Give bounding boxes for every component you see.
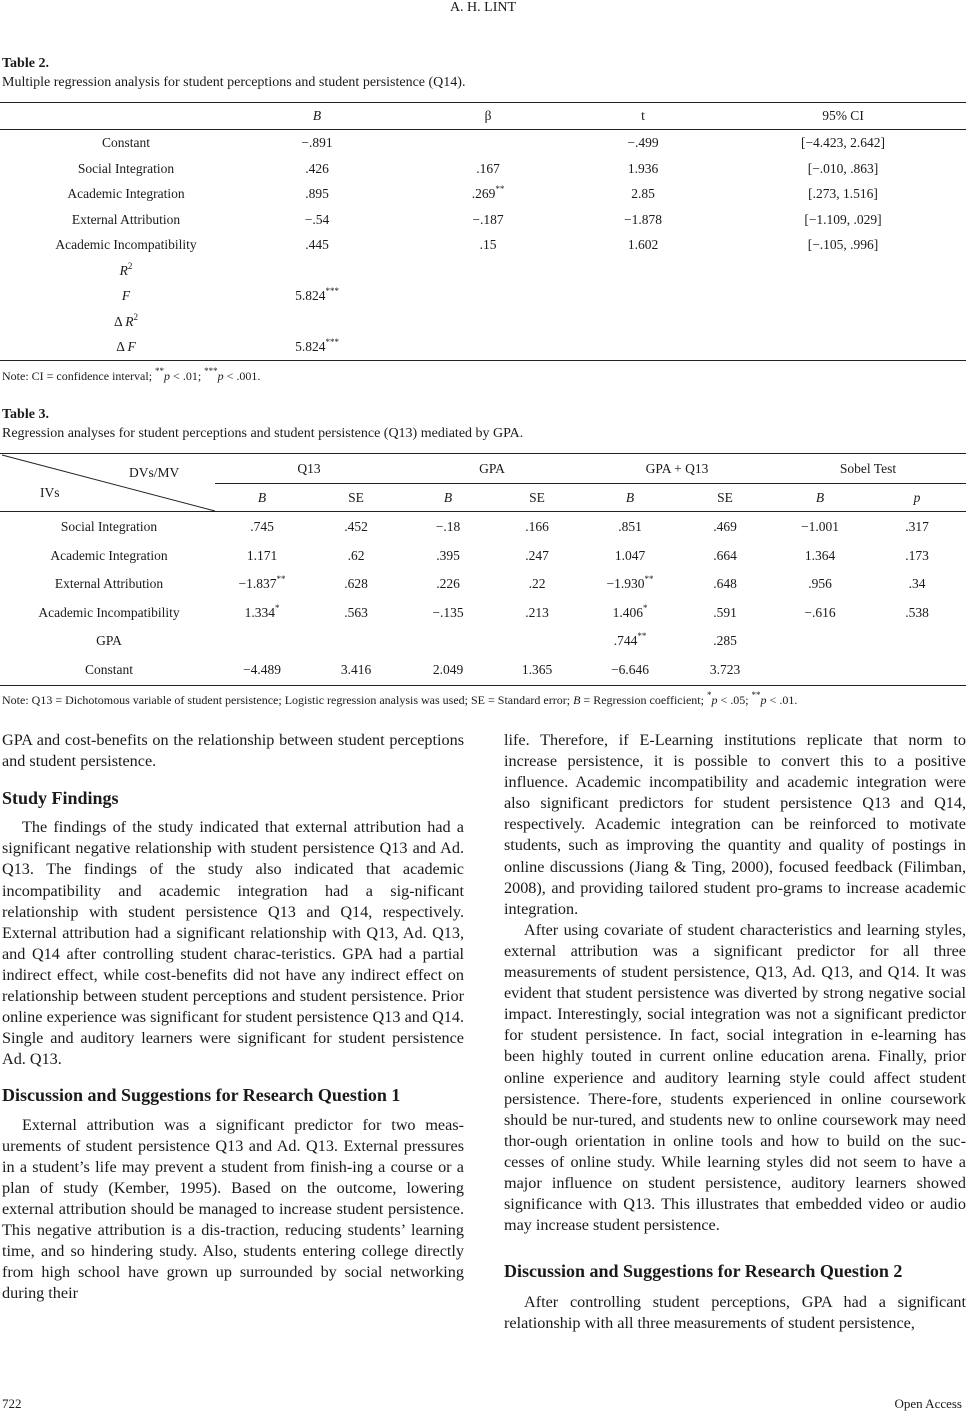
table3-cell: −1.837** [238,574,286,591]
table2-stat-label: F [121,288,131,303]
table2-col-ci: 95% CI [822,108,864,123]
table2-stat-value: 5.824*** [295,286,339,303]
para-covariate: After using covariate of student characteristics and learning styles, external attribution was a significant predictor for all three measurements of student persistence, Q13, Ad. Q13, and Q14. It was evident that student persistence was diverted by strong negative social impact. Interestingly, social integration was not a significant predictor for student persistence. In fact, social integration in e-learning has been highly touted in current online education arena. Finally, prior online experience and auditory learning style could affect student persistence. There-fore, students experienced in online coursework should be nur-tured, and students new to online coursework may need thor-ough orientation in online tools and how to build on the suc-cesses of online study. While learning styles did not seem to have a major influence on student persistence, auditory learners showed significance with Q13. This illustrates that embedded video or audio may increase student persistence. [504,920,966,1235]
table2-row-label: Academic Integration [67,186,185,201]
table2-cell-t: 1.602 [627,237,659,252]
para-rq2: After controlling student perceptions, GPA had a significant relationship with all three measurements of student persistence, [504,1293,966,1333]
table3-cell: .62 [347,547,365,563]
table3-note: Note: Q13 = Dichotomous variable of student persistence; Logistic regression analysis was used; SE = Standard error; B = Regression coefficient; *p < .05; **p < .01. [2,690,798,707]
table3-bottom-rule [0,685,966,686]
table3-cell: .317 [905,519,929,534]
table3-cell: 3.416 [340,661,372,677]
table3-cell: .173 [905,547,929,563]
table2-cell-ci: [−.105, .996] [807,237,879,252]
table3-cell: .469 [713,519,737,534]
heading-rq2: Discussion and Suggestions for Research Question 2 [504,1261,903,1282]
table3-group-header: GPA [479,461,505,476]
table3-cell: .648 [713,576,737,591]
para-study-findings: The findings of the study indicated that external attribution had a significant negative relationship with student persistence Q13 and Ad. Q13. The findings of the study also indicated that academic incompatibility and academic integration had a sig-nificant relationship with student persistence Q13 and Q14, respectively. External attribution had a significant relationship with Q13, Ad. Q13, and Q14 after controlling student charac-teristics. GPA had a partial indirect effect, while cost-benefits did not have any indirect effect on relationship between student perceptions and student persistence. Prior online experience was significant for student persistence Q13 and Q14. Single and auditory learners were significant for student persistence Ad. Q13. [2,818,464,1069]
table3-cell: 1.334* [244,602,280,620]
table2-cell-beta: .15 [479,237,497,252]
table3-cell: .538 [905,604,929,620]
table3-caption: Regression analyses for student perceptions and student persistence (Q13) mediated by GPA. [2,426,524,441]
para-intro: GPA and cost-benefits on the relationship between student perceptions and student persistence. [2,731,464,771]
table2-cell-ci: [−4.423, 2.642] [800,135,886,150]
table2-cell-ci: [−.010, .863] [807,160,879,176]
table3-subheader: p [913,490,921,505]
table3-subheader: B [257,490,267,505]
table2-cell-ci: [−1.109, .029] [804,211,882,227]
table3-cell: 1.365 [521,661,553,677]
table3-cell: 3.723 [709,661,741,677]
table3-cell: −1.001 [801,519,839,534]
table2-cell-t: −.499 [627,135,659,150]
table2-cell-t: −1.878 [624,211,662,227]
table3-group-header: Q13 [297,461,321,476]
para-rq1: External attribution was a significant predictor for two meas-urements of student persistence Q13 and Ad. Q13. External pressures in a student’s life may prevent a student from finish-ing a course or a plan of study (Kember, 1995). Based on the outcome, lowering external attribution should be managed to increase student persistence. This negative attribution is a dis-traction, reducing students’ learning time, and so hindering study. Also, students entering college directly from high school have grown up surrounded by social networking during their [2,1115,464,1303]
table3-subheader: SE [348,490,364,505]
table2-col-t: t [641,108,645,123]
table3-cell: .563 [344,604,368,620]
table2-header-rule [0,129,966,130]
table3-cell: .591 [713,604,737,620]
table2-caption: Multiple regression analysis for student perceptions and student persistence (Q14). [2,75,466,90]
table3-corner-diagonal [0,453,220,513]
table3-cell: .664 [713,547,737,563]
table2-row-label: Social Integration [77,160,175,176]
table2-stat-label: $R^2$ [119,260,133,278]
table3-subheader: SE [529,490,545,505]
table2-cell-beta: −.187 [472,211,504,227]
table2-note: Note: CI = confidence interval; **p < .01; ***p < .001. [2,366,261,383]
table2-stat-label: Δ F [116,339,136,354]
table3-cell: .226 [436,576,460,591]
table3-cell: −.616 [804,604,836,620]
table3-cell: .744** [613,631,647,648]
table3-row-label: External Attribution [54,576,164,591]
table2-row-label: Academic Incompatibility [55,237,197,252]
table2-stat-value: 5.824*** [295,337,339,354]
table3-cell: .628 [344,576,368,591]
running-header: A. H. LINT [449,0,517,15]
table3-cell: .166 [525,519,549,534]
table3-cell: −.135 [432,604,464,620]
table3-cell: .285 [713,633,737,648]
table3-row-label: Social Integration [60,519,158,534]
table3-row-label: Academic Integration [50,547,168,563]
table3-cell: .247 [525,547,549,563]
table3-corner-dvs: DVs/MV [129,465,180,480]
table3-cell: 1.406* [612,602,648,620]
table3-cell: .395 [436,547,460,563]
table3-subheader: SE [717,490,733,505]
table2-label: Table 2. [2,56,49,71]
para-continued: life. Therefore, if E-Learning institutions replicate that norm to increase persistence, it is possible to convert this to a positive influence. Academic incompatibility and academic integration were also significant predictors for student persistence Q13 and Q14, respectively. Academic integration can be reinforced to motivate students, such as improving the quantity and quality of postings in online discussions (Jiang & Ting, 2000), focused feedback (Filimban, 2008), and providing tailored student pro-grams to increase academic integration. [504,731,966,918]
table3-row-label: Academic Incompatibility [38,604,180,620]
table3-cell: −6.646 [611,661,649,677]
table2-cell-b: .426 [305,160,329,176]
table3-subheader: B [625,490,635,505]
table3-group-header: GPA + Q13 [645,461,709,476]
table3-cell: .213 [525,604,549,620]
table3-subheader: B [815,490,825,505]
table2-bottom-rule [0,360,966,361]
table2-cell-ci: [.273, 1.516] [808,186,878,201]
table2-col-b: B [312,108,322,123]
right-column [504,730,966,1335]
table2-row-label: Constant [101,135,151,150]
table3-cell: .745 [250,519,274,534]
page-number: 722 [2,1396,22,1411]
table3-row-label: GPA [96,633,122,648]
table3-corner-ivs: IVs [40,485,60,500]
table2-stat-label: Δ $R^2$ [113,311,139,329]
table2-cell-b: −.54 [304,211,330,227]
table3-cell: .22 [528,576,546,591]
table2-cell-beta: .269** [471,184,505,201]
table3-cell: .34 [908,576,926,591]
table3-cell: 1.171 [246,547,278,563]
table3-header-rule [0,511,966,512]
table2-cell-t: 2.85 [631,186,655,201]
table2-row-label: External Attribution [71,211,181,227]
table3-cell: .452 [344,519,368,534]
table2-cell-b: .895 [305,186,329,201]
table3-group-header: Sobel Test [839,461,897,476]
table2-cell-t: 1.936 [627,160,659,176]
table3-group-rule [215,483,966,484]
table3-row-label: Constant [84,661,134,677]
table2-cell-beta: .167 [476,160,500,176]
table3-label: Table 3. [2,407,49,422]
table3-cell: 2.049 [432,661,464,677]
table3-subheader: B [443,490,453,505]
table3-cell: −4.489 [243,661,281,677]
table3-cell: −1.930** [606,574,654,591]
table3-cell: −.18 [435,519,461,534]
heading-study-findings: Study Findings [2,788,119,809]
table2-col-beta: β [484,108,492,123]
table2-cell-b: −.891 [301,135,333,150]
table2-cell-b: .445 [305,237,329,252]
table3-cell: .956 [808,576,832,591]
table2-top-rule [0,102,966,103]
table3-cell: .851 [618,519,642,534]
table3-cell: 1.047 [614,547,646,563]
publisher-label: Open Access [894,1396,962,1411]
table3-cell: 1.364 [804,547,836,563]
heading-rq1: Discussion and Suggestions for Research Question 1 [2,1085,401,1106]
left-column [2,730,464,1304]
